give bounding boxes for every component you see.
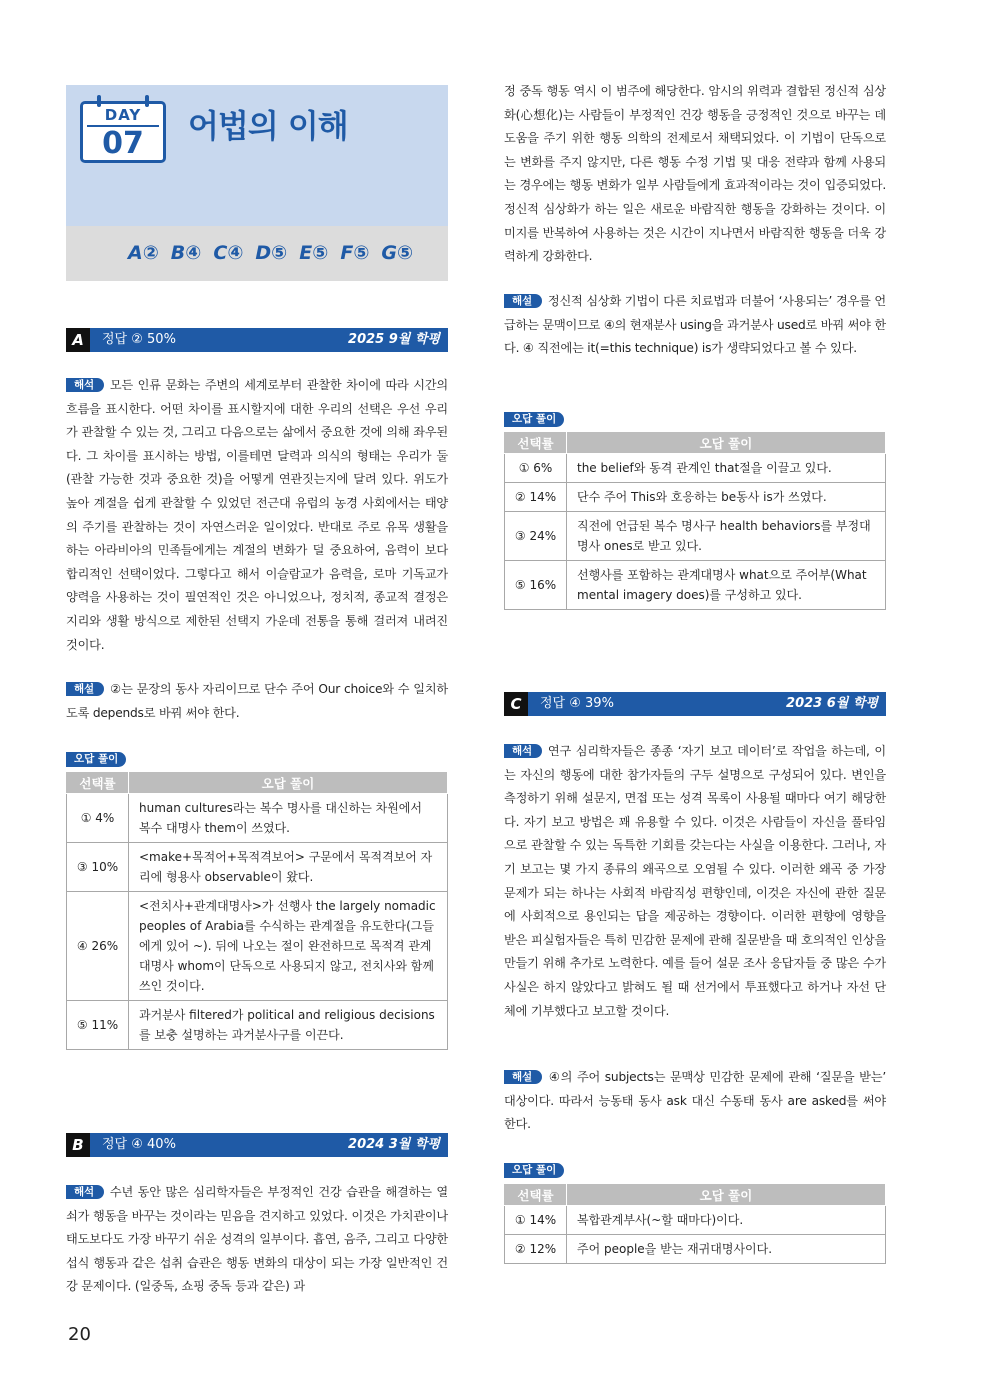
- table-row: [67, 1001, 448, 1050]
- explanation-text: 모든 인류 문화는 주변의 세계로부터 관찰한 차이에 따라 시간의 흐름을 표시한다. 어떤 차이를 표시할지에 대한 우리의 선택은 우선 우리가 관찰할 수 있는 것, 그리고 다음으로는 삶에서 중요한 것에 의해 좌우된다. 그 차이를 표시하는 방법, 이를테면 달력과 의식의 형태는 우리가 둘(관찰 가능한 것과 중요한 것)을 어떻게 연관짓는지에 달려 있다. 위도가 높아 계절을 쉽게 관찰할 수 있었던 전근대 유럽의 농경 사회에서는 태양의 주기를 관찰하는 것이 자연스러운 일이었다. 반대로 주로 유목 생활을 하는 아라비아의 민족들에게는 계절의 변화가 덜 중요하여, 음력이 보다 합리적인 선택이었다. 그렇다고 해서 이슬람교가 음력을, 로마 기독교가 양력을 사용하는 것이 필연적인 것은 아니었으나, 정치적, 종교적 결정은 지리와 생활 방식으로 제한된 선택지 가운데 전통을 통해 걸러져 내려진 것이다.: [66, 378, 448, 652]
- section-c-commentary: [504, 1066, 886, 1137]
- answer-item: B④: [170, 242, 202, 264]
- table-row: [505, 512, 886, 561]
- wrong-answer-tag: 오답 풀이: [504, 1163, 564, 1178]
- choice-cell: ③ 24%: [505, 512, 567, 561]
- section-source: 2025 9월 학평: [348, 332, 440, 347]
- explanation-tag: 해석: [504, 744, 542, 758]
- explain-cell: 주어 people을 받는 재귀대명사이다.: [567, 1235, 886, 1264]
- section-answer: 정답 ④ 39%: [540, 696, 614, 711]
- commentary-text: 정신적 심상화 기법이 다른 치료법과 더불어 ‘사용되는’ 경우를 언급하는 문맥이므로 ④의 현재분사 using을 과거분사 used로 바꿔 써야 한다. ④ 직전에는 it(=this technique) is가 생략되었다고 볼 수 있다.: [504, 294, 886, 356]
- answer-item: A②: [128, 242, 159, 264]
- choice-cell: ③ 10%: [67, 843, 129, 892]
- section-answer: 정답 ④ 40%: [102, 1137, 176, 1152]
- explanation-text: 정 중독 행동 역시 이 범주에 해당한다. 암시의 위력과 결합된 정신적 심상화(心想化)는 사람들이 부정적인 건강 행동을 긍정적인 것으로 바꾸는 데 도움을 주기 위한 행동 의학의 전제로서 채택되었다. 이 기법이 단독으로는 변화를 주지 않지만, 다른 행동 수정 기법 및 대응 전략과 함께 사용되는 경우에는 행동 변화가 일부 사람들에게 효과적이라는 것이 입증되었다. 정신적 심상화가 하는 일은 새로운 바람직한 행동을 강화하는 것이다. 이미지를 반복하여 사용하는 것은 시간이 지나면서 바람직한 행동을 더욱 강력하게 강화한다.: [504, 84, 886, 264]
- table-row: [505, 483, 886, 512]
- commentary-tag: 해설: [504, 1070, 542, 1084]
- col-explain-header: 오답 풀이: [129, 772, 448, 794]
- section-b-explanation-left: [66, 1181, 448, 1299]
- commentary-tag: 해설: [66, 682, 104, 696]
- explanation-text: 수년 동안 많은 심리학자들은 부정적인 건강 습관을 해결하는 열쇠가 행동을 바꾸는 것이라는 믿음을 견지하고 있었다. 이것은 가치관이나 태도보다도 가장 바꾸기 쉬운 성격의 일부이다. 흡연, 음주, 그리고 다양한 섭식 행동과 같은 섭취 습관은 행동 변화의 대상이 되는 가장 일반적인 건강 문제이다. (일중독, 쇼핑 중독 등과 같은) 과: [66, 1185, 448, 1294]
- explain-cell: 복합관계부사(~할 때마다)이다.: [567, 1206, 886, 1235]
- section-c-explanation: [504, 740, 886, 1023]
- day-number: 07: [102, 126, 144, 161]
- table-row: [505, 561, 886, 610]
- choice-cell: ② 14%: [505, 483, 567, 512]
- choice-cell: ① 6%: [505, 454, 567, 483]
- explain-cell: human cultures라는 복수 명사를 대신하는 차원에서 복수 대명사 them이 쓰였다.: [129, 794, 448, 843]
- explain-cell: <전치사+관계대명사>가 선행사 the largely nomadic peoples of Arabia를 수식하는 관계절을 유도한다(그들에게 있어 ~). 뒤에 나오는 절이 완전하므로 목적격 관계대명사 whom이 단독으로 사용되지 않고, 전치사와 함께 쓰인 것이다.: [129, 892, 448, 1001]
- page-number: 20: [68, 1324, 91, 1345]
- answer-item: G⑤: [381, 242, 414, 264]
- section-c-wrong-table: [504, 1183, 886, 1264]
- choice-cell: ⑤ 11%: [67, 1001, 129, 1050]
- answer-item: E⑤: [299, 242, 329, 264]
- commentary-text: ②는 문장의 동사 자리이므로 단수 주어 Our choice와 수 일치하도록 depends로 바꿔 써야 한다.: [66, 682, 448, 720]
- day-title-box: [66, 85, 448, 281]
- table-row: [505, 1235, 886, 1264]
- col-choice-header: 선택률: [505, 432, 567, 454]
- commentary-tag: 해설: [504, 294, 542, 308]
- section-a-header: [66, 328, 448, 352]
- section-letter: A: [66, 328, 90, 352]
- explanation-tag: 해석: [66, 1185, 104, 1199]
- table-row: [67, 843, 448, 892]
- table-row: [505, 1206, 886, 1235]
- answer-item: F⑤: [340, 242, 370, 264]
- day-label: DAY: [104, 106, 142, 124]
- col-explain-header: 오답 풀이: [567, 1184, 886, 1206]
- explain-cell: <make+목적어+목적격보어> 구문에서 목적격보어 자리에 형용사 observable이 왔다.: [129, 843, 448, 892]
- wrong-answer-tag: 오답 풀이: [66, 752, 126, 767]
- table-row: [505, 454, 886, 483]
- section-source: 2024 3월 학평: [348, 1137, 440, 1152]
- page-title: 어법의 이해: [188, 107, 348, 145]
- wrong-answer-tag: 오답 풀이: [504, 412, 564, 427]
- choice-cell: ① 4%: [67, 794, 129, 843]
- explain-cell: 과거분사 filtered가 political and religious decisions를 보충 설명하는 과거분사구를 이끈다.: [129, 1001, 448, 1050]
- section-answer: 정답 ② 50%: [102, 332, 176, 347]
- col-choice-header: 선택률: [505, 1184, 567, 1206]
- commentary-text: ④의 주어 subjects는 문맥상 민감한 문제에 관해 ‘질문을 받는’ 대상이다. 따라서 능동태 동사 ask 대신 수동태 동사 are asked를 써야 한다.: [504, 1070, 886, 1132]
- explain-cell: 선행사를 포함하는 관계대명사 what으로 주어부(What mental imagery does)를 구성하고 있다.: [567, 561, 886, 610]
- answer-item: C④: [213, 242, 244, 264]
- section-a-wrong-table: [66, 771, 448, 1050]
- table-row: [67, 892, 448, 1001]
- section-letter: C: [504, 692, 528, 716]
- explanation-text: 연구 심리학자들은 종종 ‘자기 보고 데이터’로 작업을 하는데, 이는 자신의 행동에 대한 참가자들의 구두 설명으로 구성되어 있다. 변인을 측정하기 위해 설문지, 면접 또는 성격 목록이 사용될 때마다 여기 해당한다. 자기 보고 방법은 꽤 유용할 수 있다. 이것은 사람들이 자신을 풀타임으로 관찰할 수 있는 독특한 기회를 갖는다는 사실을 이용한다. 그러나, 자기 보고는 몇 가지 종류의 왜곡으로 오염될 수 있다. 이러한 왜곡 중 가장 문제가 되는 하나는 사회적 바람직성 편향인데, 이것은 자신에 관한 질문에 사회적으로 용인되는 답을 제공하는 경향이다. 이러한 편향에 영향을 받은 피실험자들은 특히 민감한 문제에 관해 질문받을 때 호의적인 인상을 만들기 위해 추가로 노력한다. 예를 들어 설문 조사 응답자들 중 많은 수가 사실은 하지 않았다고 밝혀도 될 때 선거에서 투표했다고 하거나 자선 단체에 기부했다고 보고할 것이다.: [504, 744, 886, 1018]
- section-source: 2023 6월 학평: [786, 696, 878, 711]
- choice-cell: ④ 26%: [67, 892, 129, 1001]
- section-b-explanation-right: [504, 80, 886, 269]
- explain-cell: 직전에 언급된 복수 명사구 health behaviors를 부정대명사 ones로 받고 있다.: [567, 512, 886, 561]
- section-b-wrong-table: [504, 431, 886, 610]
- section-letter: B: [66, 1133, 90, 1157]
- choice-cell: ② 12%: [505, 1235, 567, 1264]
- answer-item: D⑤: [255, 242, 288, 264]
- explain-cell: the belief와 동격 관계인 that절을 이끌고 있다.: [567, 454, 886, 483]
- section-a-explanation: [66, 374, 448, 657]
- choice-cell: ⑤ 16%: [505, 561, 567, 610]
- section-c-header: [504, 692, 886, 716]
- section-a-commentary: [66, 678, 448, 725]
- col-explain-header: 오답 풀이: [567, 432, 886, 454]
- explain-cell: 단수 주어 This와 호응하는 be동사 is가 쓰였다.: [567, 483, 886, 512]
- col-choice-header: 선택률: [67, 772, 129, 794]
- section-b-commentary: [504, 290, 886, 361]
- table-row: [67, 794, 448, 843]
- explanation-tag: 해석: [66, 378, 104, 392]
- section-b-header: [66, 1133, 448, 1157]
- choice-cell: ① 14%: [505, 1206, 567, 1235]
- calendar-icon: [80, 101, 166, 163]
- answer-key: [128, 242, 425, 264]
